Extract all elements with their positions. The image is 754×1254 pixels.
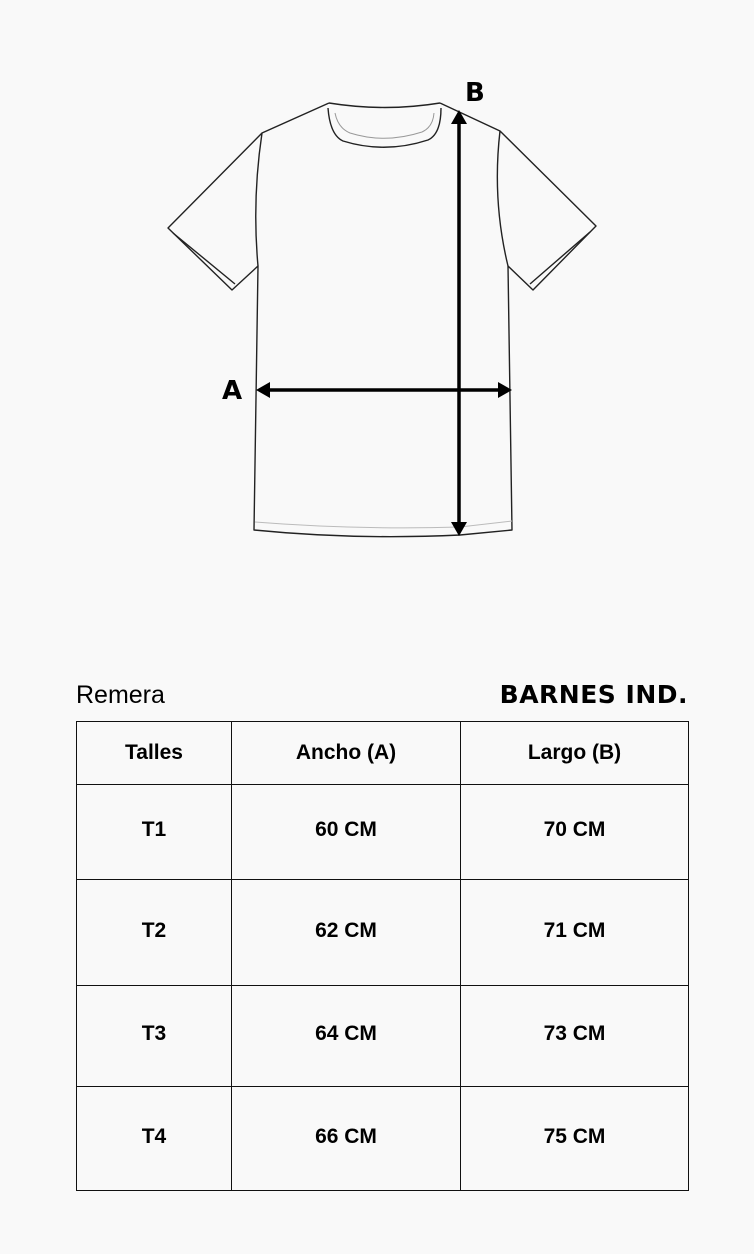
width-arrow-a <box>256 382 512 398</box>
table-row <box>77 986 689 1087</box>
table-row <box>77 880 689 986</box>
table-header-row <box>77 722 689 785</box>
length-arrow-b <box>451 110 467 536</box>
tshirt-diagram <box>0 0 754 600</box>
length-cell: 75 CM <box>461 1087 689 1191</box>
size-table <box>76 721 689 1191</box>
width-cell: 66 CM <box>232 1087 461 1191</box>
brand-name: BARNES IND. <box>499 680 688 709</box>
width-cell: 64 CM <box>232 986 461 1087</box>
header-width: Ancho (A) <box>232 722 461 785</box>
product-name: Remera <box>76 681 165 709</box>
header-length: Largo (B) <box>461 722 689 785</box>
table-row <box>77 785 689 880</box>
table-row <box>77 1087 689 1191</box>
length-cell: 70 CM <box>461 785 689 880</box>
dimension-label-b: B <box>465 78 485 108</box>
width-cell: 62 CM <box>232 880 461 986</box>
tshirt-outline <box>168 103 596 537</box>
size-cell: T1 <box>77 785 232 880</box>
width-cell: 60 CM <box>232 785 461 880</box>
length-cell: 73 CM <box>461 986 689 1087</box>
size-cell: T4 <box>77 1087 232 1191</box>
size-cell: T3 <box>77 986 232 1087</box>
length-cell: 71 CM <box>461 880 689 986</box>
size-cell: T2 <box>77 880 232 986</box>
header-sizes: Talles <box>77 722 232 785</box>
dimension-label-a: A <box>222 376 243 406</box>
